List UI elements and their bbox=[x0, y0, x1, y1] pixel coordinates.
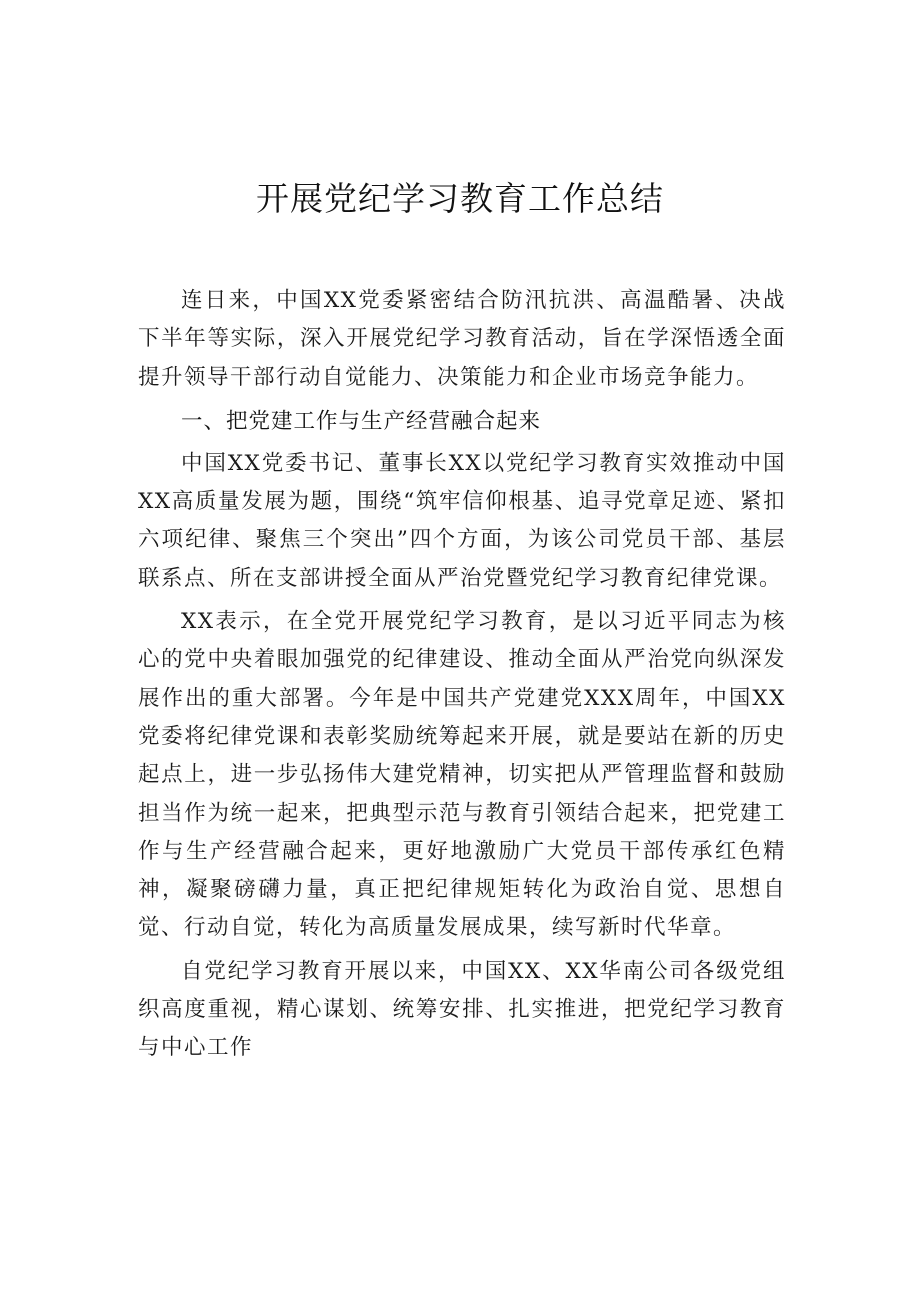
paragraph-lecture: 中国XX党委书记、董事长XX以党纪学习教育实效推动中国XX高质量发展为题，围绕“筑牢信仰根基、追寻党章足迹、紧扣六项纪律、聚焦三个突出”四个方面，为该公司党员干部、基层联系点、所在支部讲授全面从严治党暨党纪学习教育纪律党课。 bbox=[138, 450, 786, 591]
paragraph-progress: 自党纪学习教育开展以来，中国XX、XX华南公司各级党组织高度重视，精心谋划、统筹安排、扎实推进，把党纪学习教育与中心工作 bbox=[138, 958, 786, 1061]
document-body bbox=[138, 282, 786, 1068]
paragraph-statement: XX表示，在全党开展党纪学习教育，是以习近平同志为核心的党中央着眼加强党的纪律建设、推动全面从严治党向纵深发展作出的重大部署。今年是中国共产党建党XXX周年，中国XX党委将纪律党课和表彰奖励统筹起来开展，就是要站在新的历史起点上，进一步弘扬伟大建党精神，切实把从严管理监督和鼓励担当作为统一起来，把典型示范与教育引领结合起来，把党建工作与生产经营融合起来，更好地激励广大党员干部传承红色精神，凝聚磅礴力量，真正把纪律规矩转化为政治自觉、思想自觉、行动自觉，转化为高质量发展成果，续写新时代华章。 bbox=[138, 609, 786, 941]
document-title: 开展党纪学习教育工作总结 bbox=[256, 179, 664, 218]
section-heading-1: 一、把党建工作与生产经营融合起来 bbox=[181, 408, 542, 434]
paragraph-intro: 连日来，中国XX党委紧密结合防汛抗洪、高温酷暑、决战下半年等实际，深入开展党纪学习教育活动，旨在学深悟透全面提升领导干部行动自觉能力、决策能力和企业市场竞争能力。 bbox=[138, 288, 786, 390]
